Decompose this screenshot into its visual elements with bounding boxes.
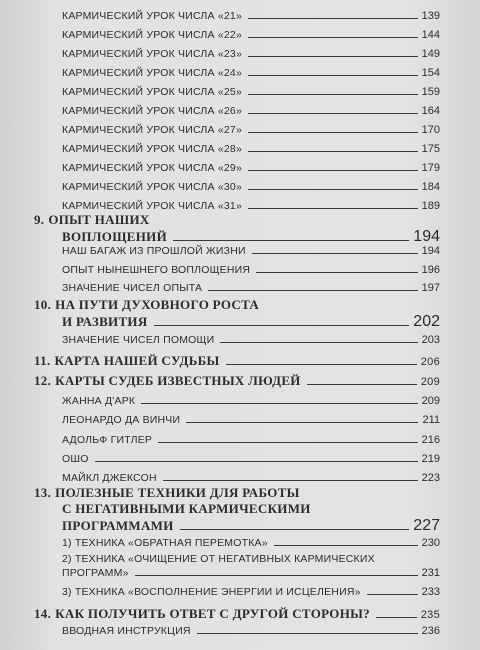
entry-title: ЛЕОНАРДО ДА ВИНЧИ (62, 414, 181, 426)
entry-title: НАШ БАГАЖ ИЗ ПРОШЛОЙ ЖИЗНИ (62, 245, 246, 257)
toc-entry (0, 586, 480, 598)
leader-line (256, 272, 417, 273)
entry-title: И РАЗВИТИЯ (62, 314, 148, 329)
toc-chapter (0, 485, 480, 501)
entry-title: ВОПЛОЩЕНИЙ (62, 229, 167, 244)
entry-title: ЖАННА Д'АРК (62, 395, 136, 407)
page-number: 206 (420, 356, 440, 368)
page-number: 196 (421, 264, 440, 276)
page-number: 233 (421, 586, 440, 598)
toc-chapter-continuation (0, 517, 480, 535)
entry-title: ОПЫТ НЫНЕШНЕГО ВОПЛОЩЕНИЯ (62, 264, 251, 276)
entry-title: КАРМИЧЕСКИЙ УРОК ЧИСЛА «23» (62, 48, 243, 60)
page-number: 194 (421, 245, 440, 257)
entry-title: КАРТЫ СУДЕБ ИЗВЕСТНЫХ ЛЮДЕЙ (55, 373, 301, 388)
entry-title: ВВОДНАЯ ИНСТРУКЦИЯ (62, 625, 191, 637)
leader-line (186, 422, 418, 423)
page-number: 216 (421, 434, 440, 446)
toc-chapter (0, 353, 480, 369)
leader-line (154, 325, 410, 326)
toc-chapter-continuation (0, 228, 480, 246)
toc-entry (0, 67, 480, 79)
page-number: 211 (422, 414, 440, 426)
entry-title: ЗНАЧЕНИЕ ЧИСЕЛ ПОМОЩИ (62, 334, 215, 346)
page-number: 170 (421, 124, 440, 136)
page-number: 231 (421, 567, 440, 579)
entry-title: С НЕГАТИВНЫМИ КАРМИЧЕСКИМИ (62, 501, 311, 516)
entry-title: КАРМИЧЕСКИЙ УРОК ЧИСЛА «30» (62, 181, 243, 193)
toc-entry (0, 29, 480, 41)
leader-line (307, 384, 417, 385)
leader-line (141, 403, 417, 404)
entry-title: КАРМИЧЕСКИЙ УРОК ЧИСЛА «22» (62, 29, 243, 41)
leader-line (173, 240, 409, 241)
page-number: 209 (421, 395, 440, 407)
toc-entry (0, 414, 480, 426)
page-number: 154 (421, 67, 440, 79)
leader-line (226, 364, 417, 365)
toc-chapter (0, 606, 480, 622)
toc-entry (0, 245, 480, 257)
page-number: 175 (421, 143, 440, 155)
page-number: 230 (421, 537, 440, 549)
entry-title: КАРМИЧЕСКИЙ УРОК ЧИСЛА «25» (62, 86, 243, 98)
leader-line (248, 113, 418, 114)
entry-title: КАРТА НАШЕЙ СУДЬБЫ (54, 353, 220, 368)
toc-entry (0, 143, 480, 155)
entry-title: ПРОГРАММ» (62, 567, 129, 579)
page-number: 184 (421, 181, 440, 193)
toc-entry (0, 124, 480, 136)
page-number: 189 (421, 200, 440, 212)
chapter-number: 9. (34, 212, 45, 227)
toc-entry (0, 453, 480, 465)
entry-title: ОШО (62, 453, 89, 465)
toc-entry (0, 181, 480, 193)
leader-line (376, 617, 417, 618)
page-number: 219 (421, 453, 440, 465)
page-number: 197 (421, 282, 440, 294)
toc-chapter (0, 212, 480, 228)
chapter-number: 12. (34, 373, 52, 388)
leader-line (248, 18, 418, 19)
page-number: 227 (413, 517, 440, 534)
leader-line (248, 189, 418, 190)
entry-title: КАРМИЧЕСКИЙ УРОК ЧИСЛА «21» (62, 10, 243, 22)
toc-entry (0, 86, 480, 98)
entry-title: НА ПУТИ ДУХОВНОГО РОСТА (55, 297, 260, 312)
leader-line (135, 575, 418, 576)
entry-title: КАРМИЧЕСКИЙ УРОК ЧИСЛА «31» (62, 200, 243, 212)
page-number: 223 (421, 472, 440, 484)
leader-line (163, 480, 418, 481)
toc-entry (0, 553, 480, 565)
page-number: 164 (421, 105, 440, 117)
toc-entry (0, 567, 480, 579)
toc-entry (0, 334, 480, 346)
leader-line (274, 545, 418, 546)
entry-title: КАРМИЧЕСКИЙ УРОК ЧИСЛА «26» (62, 105, 243, 117)
entry-title: 3) ТЕХНИКА «ВОСПОЛНЕНИЕ ЭНЕРГИИ И ИСЦЕЛЕНИЯ» (62, 586, 361, 598)
toc-entry (0, 537, 480, 549)
toc-entry (0, 264, 480, 276)
toc-entry (0, 105, 480, 117)
leader-line (220, 342, 417, 343)
toc-entry (0, 282, 480, 294)
page-number: 235 (420, 609, 440, 621)
toc-entry (0, 200, 480, 212)
entry-title: КАРМИЧЕСКИЙ УРОК ЧИСЛА «24» (62, 67, 243, 79)
leader-line (95, 461, 418, 462)
leader-line (180, 529, 410, 530)
leader-line (248, 151, 418, 152)
page-number: 149 (421, 48, 440, 60)
entry-title: 2) ТЕХНИКА «ОЧИЩЕНИЕ ОТ НЕГАТИВНЫХ КАРМИЧЕСКИХ (62, 553, 375, 565)
leader-line (248, 56, 418, 57)
toc-chapter-continuation (0, 313, 480, 331)
page-number: 209 (420, 376, 440, 388)
chapter-number: 10. (34, 297, 52, 312)
entry-title: МАЙКЛ ДЖЕКСОН (62, 472, 157, 484)
leader-line (208, 290, 417, 291)
page-number: 194 (413, 228, 440, 245)
leader-line (248, 208, 418, 209)
entry-title: 1) ТЕХНИКА «ОБРАТНАЯ ПЕРЕМОТКА» (62, 537, 268, 549)
toc-entry (0, 625, 480, 637)
entry-title: АДОЛЬФ ГИТЛЕР (62, 434, 153, 446)
leader-line (248, 94, 418, 95)
leader-line (158, 442, 418, 443)
leader-line (252, 253, 418, 254)
page-number: 159 (421, 86, 440, 98)
toc-entry (0, 472, 480, 484)
leader-line (197, 633, 418, 634)
entry-title: КАРМИЧЕСКИЙ УРОК ЧИСЛА «27» (62, 124, 243, 136)
page-number: 203 (421, 334, 440, 346)
chapter-number: 13. (34, 485, 52, 500)
toc-chapter (0, 373, 480, 389)
leader-line (248, 132, 418, 133)
entry-title: КАРМИЧЕСКИЙ УРОК ЧИСЛА «28» (62, 143, 243, 155)
toc-entry (0, 10, 480, 22)
page-number: 202 (413, 313, 440, 330)
entry-title: ОПЫТ НАШИХ (48, 212, 150, 227)
toc-entry (0, 434, 480, 446)
page-number: 139 (421, 10, 440, 22)
entry-title: КАРМИЧЕСКИЙ УРОК ЧИСЛА «29» (62, 162, 243, 174)
toc-entry (0, 395, 480, 407)
toc-entry (0, 162, 480, 174)
entry-title: ПОЛЕЗНЫЕ ТЕХНИКИ ДЛЯ РАБОТЫ (55, 485, 300, 500)
leader-line (248, 37, 418, 38)
entry-title: ПРОГРАММАМИ (62, 518, 174, 533)
leader-line (248, 75, 418, 76)
chapter-number: 11. (34, 353, 51, 368)
leader-line (248, 170, 418, 171)
toc-chapter (0, 297, 480, 313)
toc-entry (0, 48, 480, 60)
page-number: 236 (421, 625, 440, 637)
toc-chapter-continuation (0, 501, 480, 517)
chapter-number: 14. (34, 606, 52, 621)
entry-title: ЗНАЧЕНИЕ ЧИСЕЛ ОПЫТА (62, 282, 203, 294)
leader-line (367, 594, 418, 595)
page-number: 179 (421, 162, 440, 174)
entry-title: КАК ПОЛУЧИТЬ ОТВЕТ С ДРУГОЙ СТОРОНЫ? (55, 606, 370, 621)
page-number: 144 (421, 29, 440, 41)
